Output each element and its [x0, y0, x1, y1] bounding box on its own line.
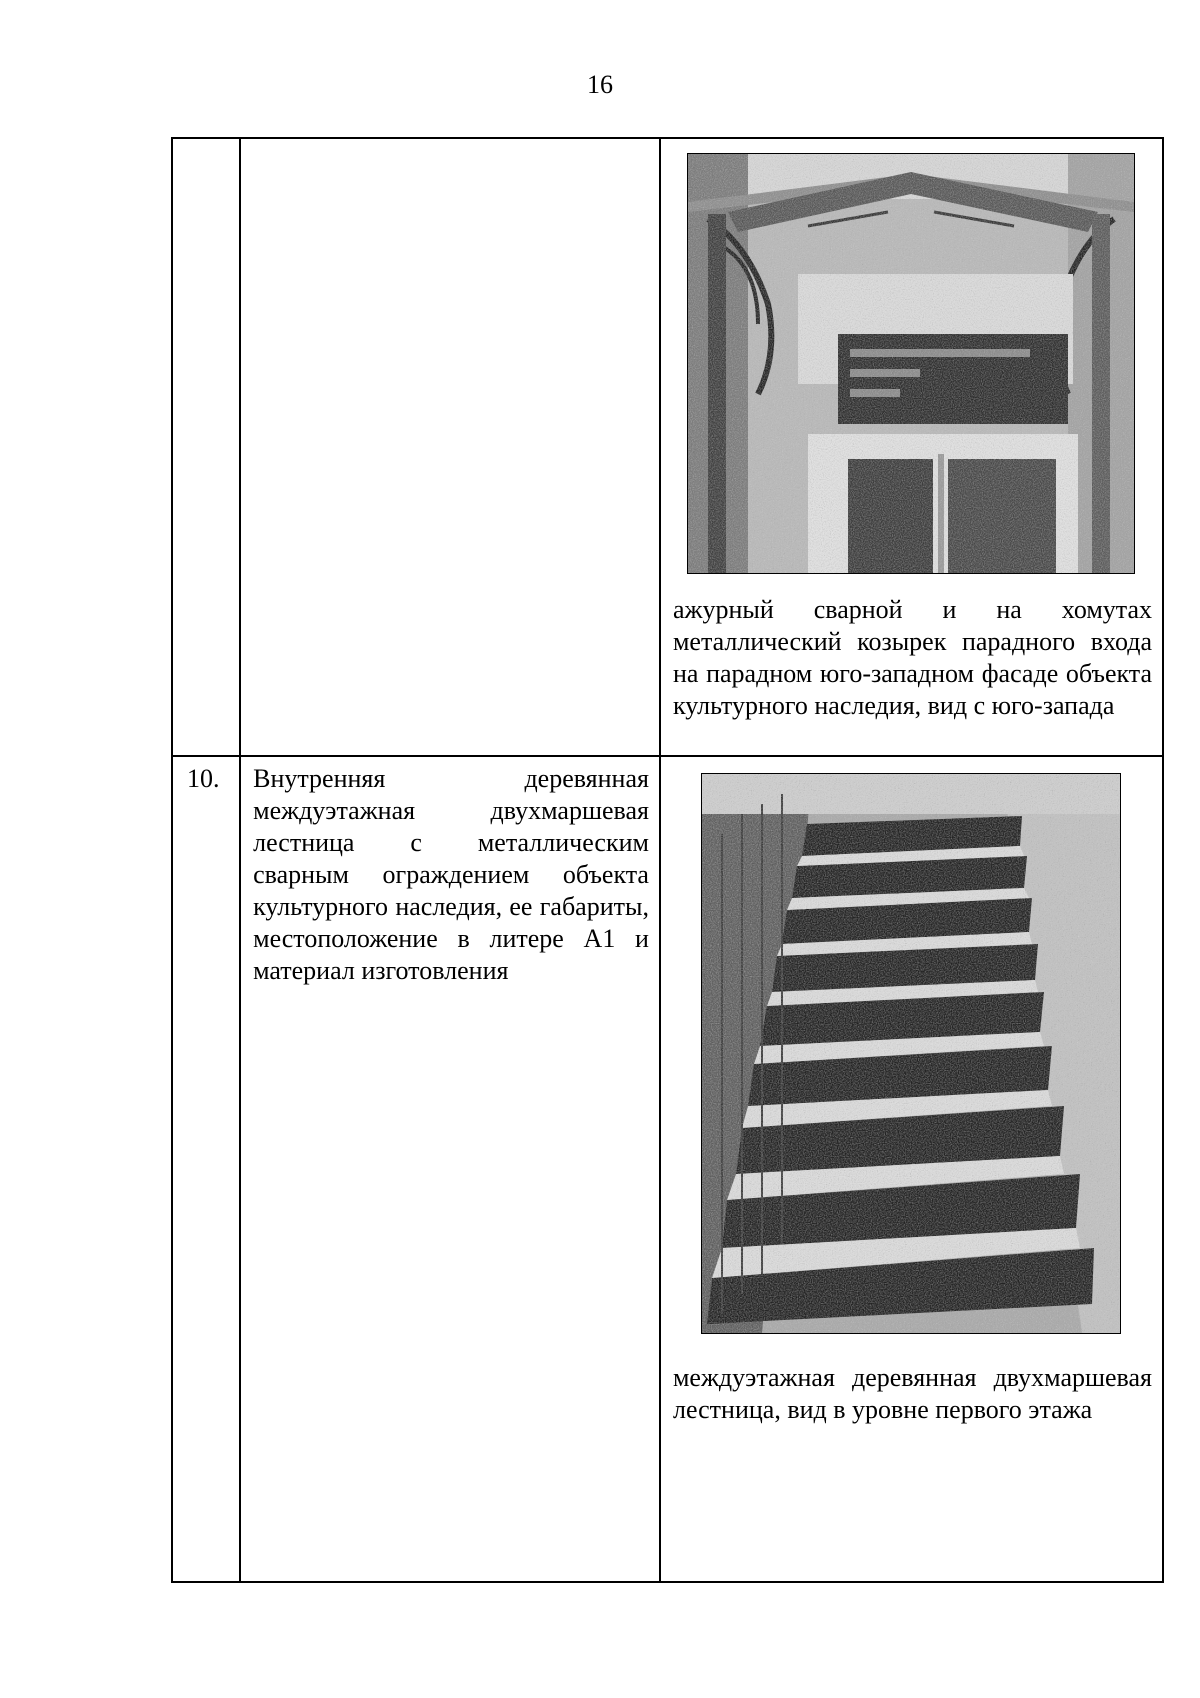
page-number: 16: [587, 70, 613, 99]
row-photo-cell: [660, 138, 1163, 756]
staircase-photo: [701, 773, 1121, 1334]
row-description-cell: [240, 756, 660, 1582]
entrance-canopy-photo: [687, 153, 1135, 574]
row-description-cell: [240, 138, 660, 756]
row-description: Внутренняя деревянная междуэтажная двухмаршевая лестница с металлическим сварным ограждением объекта культурного наследия, ее габариты, местоположение в литере А1 и материал изготовления: [253, 764, 649, 985]
table-row: [172, 756, 1163, 1582]
photo-caption: ажурный сварной и на хомутах металлический козырек парадного входа на парадном юго-западном фасаде объекта культурного наследия, вид с юго-запада: [672, 595, 1152, 720]
table-row: [172, 138, 1163, 756]
monuments-table: [171, 137, 1164, 1583]
row-photo-cell: [660, 756, 1163, 1582]
row-number: 10.: [187, 764, 220, 793]
row-number: [173, 139, 239, 145]
row-description: [241, 139, 659, 145]
photo-caption: междуэтажная деревянная двухмаршевая лестница, вид в уровне первого этажа: [672, 1363, 1152, 1424]
row-number-cell: [172, 756, 240, 1582]
row-number-cell: [172, 138, 240, 756]
